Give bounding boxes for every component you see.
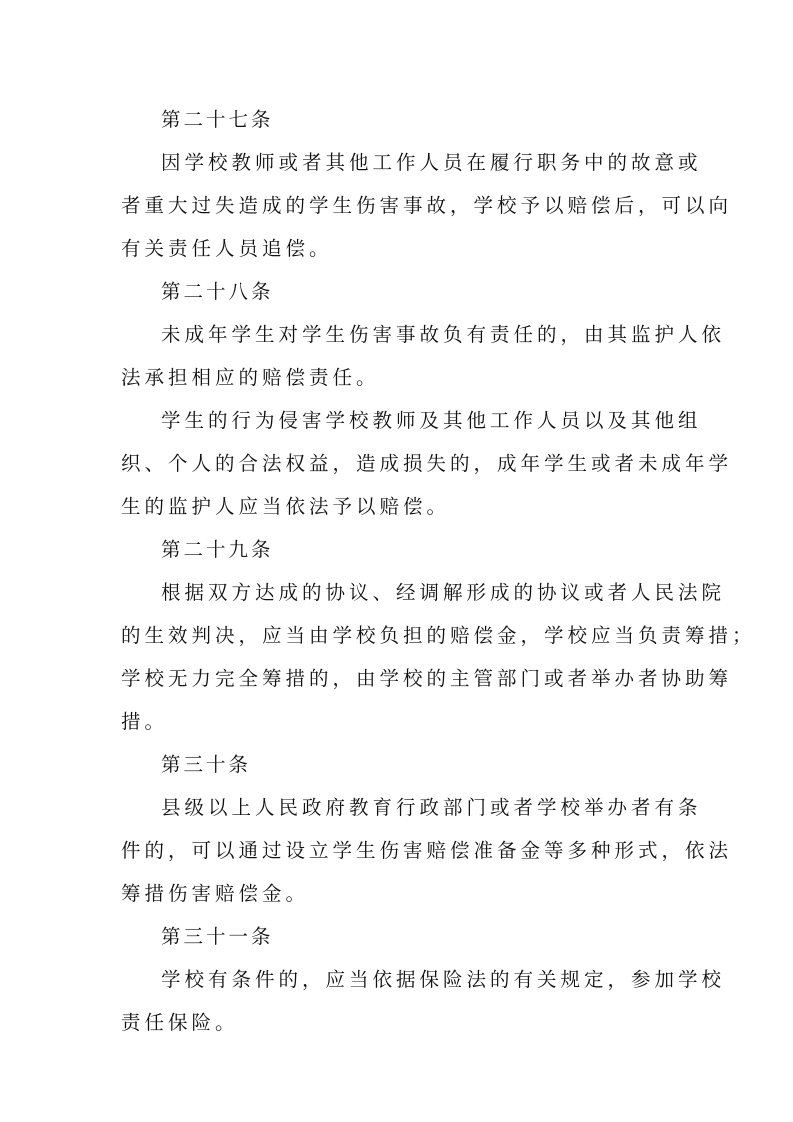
- text-line: 责任保险。: [121, 1011, 239, 1034]
- text-line: 措。: [121, 710, 169, 733]
- article-30-paragraph-1: [121, 786, 733, 915]
- text-line: 筹措伤害赔偿金。: [121, 882, 310, 905]
- text-line: 的生效判决，应当由学校负担的赔偿金，学校应当负责筹措；: [121, 624, 756, 647]
- text-line: 县级以上人民政府教育行政部门或者学校举办者有条: [161, 796, 702, 819]
- document-body: [121, 98, 756, 1044]
- article-27-paragraph-1: [121, 141, 733, 270]
- text-line: 学校有条件的，应当依据保险法的有关规定，参加学校: [161, 968, 726, 991]
- text-line: 根据双方达成的协议、经调解形成的协议或者人民法院: [161, 581, 726, 604]
- text-line: 生的监护人应当依法予以赔偿。: [121, 495, 451, 518]
- text-line: 因学校教师或者其他工作人员在履行职务中的故意或: [161, 151, 702, 174]
- article-28-heading: 第二十八条: [161, 280, 274, 303]
- text-line: 未成年学生对学生伤害事故负有责任的，由其监护人依: [161, 323, 726, 346]
- article-28-paragraph-2: [121, 399, 733, 528]
- text-line: 件的，可以通过设立学生伤害赔偿准备金等多种形式，依法: [121, 839, 733, 862]
- text-line: 有关责任人员追偿。: [121, 237, 333, 260]
- article-31-paragraph-1: [121, 958, 726, 1044]
- article-30-heading: 第三十条: [161, 753, 252, 776]
- article-29-heading: 第二十九条: [161, 538, 274, 561]
- article-29-paragraph-1: [121, 571, 756, 743]
- article-31-heading: 第三十一条: [161, 925, 274, 948]
- text-line: 学生的行为侵害学校教师及其他工作人员以及其他组: [161, 409, 702, 432]
- text-line: 法承担相应的赔偿责任。: [121, 366, 380, 389]
- article-28-paragraph-1: [121, 313, 726, 399]
- article-27-heading: 第二十七条: [161, 108, 274, 131]
- text-line: 学校无力完全筹措的，由学校的主管部门或者举办者协助筹: [121, 667, 733, 690]
- text-line: 者重大过失造成的学生伤害事故，学校予以赔偿后，可以向: [121, 194, 733, 217]
- text-line: 织、个人的合法权益，造成损失的，成年学生或者未成年学: [121, 452, 733, 475]
